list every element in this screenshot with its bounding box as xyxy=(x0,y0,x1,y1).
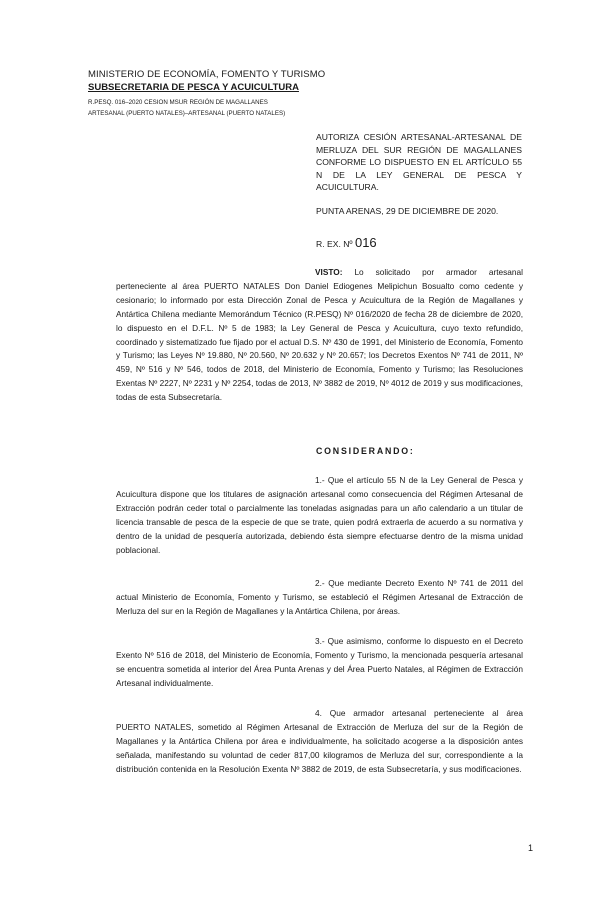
resolution-number xyxy=(316,236,466,251)
considerando-item-text: 1.- Que el artículo 55 N de la Ley General de Pesca y Acuicultura dispone que los titulares de asignación artesanal como consecuencia del Régimen Artesanal de Extracción podrán ceder total o parcialmente las toneladas asignadas para un año calendario a un titular de licencia transable de pesca de la especie de que se trate, quien podrá extraerla de acuerdo a su normativa y dentro de la unidad de pesquería autorizada, debiendo ésta siempre efectuarse dentro de la misma unidad poblacional. xyxy=(116,475,523,555)
considerando-item-2 xyxy=(116,577,523,619)
ministry-name: MINISTERIO DE ECONOMÍA, FOMENTO Y TURISMO xyxy=(88,69,326,80)
considerando-item-1 xyxy=(116,474,523,557)
resolution-number-value: 016 xyxy=(354,235,377,250)
visto-paragraph xyxy=(116,266,523,405)
resolution-title: AUTORIZA CESIÓN ARTESANAL-ARTESANAL DE MERLUZA DEL SUR REGIÓN DE MAGALLANES CONFORME LO DISPUESTO EN EL ARTÍCULO 55 N DE LA LEY GENERAL DE PESCA Y ACUICULTURA. xyxy=(316,132,522,193)
considerando-item-4 xyxy=(116,707,523,777)
undersecretariat-name: SUBSECRETARIA DE PESCA Y ACUICULTURA xyxy=(88,82,299,93)
reference-code xyxy=(88,98,318,119)
considerando-item-text: 2.- Que mediante Decreto Exento Nº 741 de 2011 del actual Ministerio de Economía, Fomento y Turismo, se estableció el Régimen Artesanal de Extracción de Merluza del sur en la Región de Magallanes y la Antártica Chilena, por áreas. xyxy=(116,578,523,616)
considerando-item-3 xyxy=(116,635,523,691)
considerando-item-text: 3.- Que asimismo, conforme lo dispuesto en el Decreto Exento Nº 516 de 2018, del Ministerio de Economía, Fomento y Turismo, la mencionada pesquería artesanal se encuentra sometida al interior del Área Punta Arenas y del Área Puerto Natales, al Régimen de Extracción Artesanal individualmente. xyxy=(116,636,523,688)
reference-line-2: ARTESANAL (PUERTO NATALES)–ARTESANAL (PUERTO NATALES) xyxy=(88,109,286,117)
visto-text: Lo solicitado por armador artesanal perteneciente al área PUERTO NATALES Don Daniel Ediogenes Melipichun Bosualto como cedente y cesionario; lo informado por esta Dirección Zonal de Pesca y Acuicultura de la Región de Magallanes y Antártica Chilena mediante Memorándum Técnico (R.PESQ) Nº 016/2020 de fecha 28 de diciembre de 2020, lo dispuesto en el D.F.L. Nº 5 de 1983; la Ley General de Pesca y Acuicultura, cuyo texto refundido, coordinado y sistematizado fue fijado por el actual D.S. Nº 430 de 1991, del Ministerio de Economía, Fomento y Turismo; las Leyes Nº 19.880, Nº 20.560, Nº 20.632 y Nº 20.657; los Decretos Exentos Nº 741 de 2011, Nº 459, Nº 516 y Nº 546, todos de 2018, del Ministerio de Economía, Fomento y Turismo; las Resoluciones Exentas Nº 2227, Nº 2231 y Nº 2254, todas de 2013, Nº 3882 de 2019, Nº 4012 de 2019 y sus modificaciones, todas de esta Subsecretaría. xyxy=(116,267,523,403)
visto-lead: VISTO: xyxy=(315,267,343,277)
reference-line-1: R.PESQ. 016–2020 CESION MSUR REGIÓN DE MAGALLANES xyxy=(88,99,268,106)
resolution-label: R. EX. Nº xyxy=(316,239,353,249)
considerando-item-text: 4. Que armador artesanal perteneciente al área PUERTO NATALES, sometido al Régimen Artesanal de Extracción de Merluza del sur de la Región de Magallanes y la Antártica Chilena por área e individualmente, ha solicitado acogerse a la disposición antes señalada, manifestando su voluntad de ceder 817,00 kilogramos de Merluza del sur, correspondiente a la distribución contenida en la Resolución Exenta Nº 3882 de 2019, de esta Subsecretaría, y sus modificaciones. xyxy=(116,708,523,774)
page-number: 1 xyxy=(528,843,534,853)
considerando-heading: CONSIDERANDO: xyxy=(316,446,415,456)
place-and-date: PUNTA ARENAS, 29 DE DICIEMBRE DE 2020. xyxy=(316,206,499,216)
letterhead xyxy=(88,68,328,94)
